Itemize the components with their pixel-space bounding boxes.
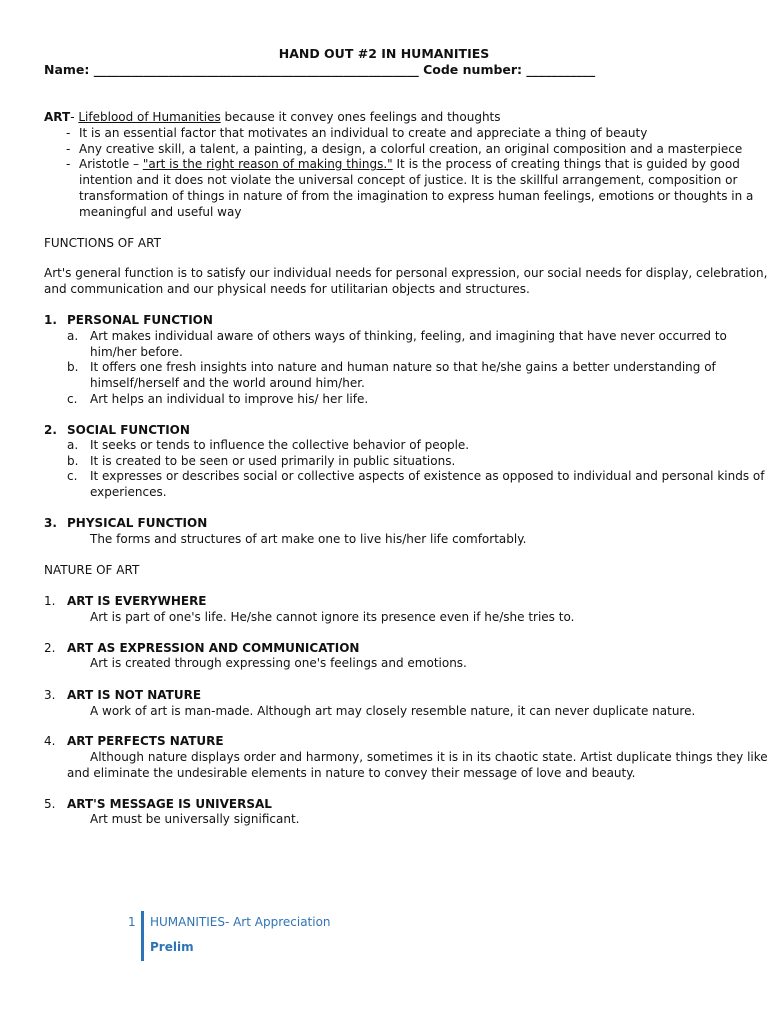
nature-item-heading: ART'S MESSAGE IS UNIVERSAL [67, 797, 272, 811]
nature-item-heading: ART PERFECTS NATURE [67, 734, 224, 748]
social-letter: b. [67, 454, 79, 468]
social-letter: c. [67, 469, 78, 483]
art-intro-line [44, 110, 501, 125]
aristotle-line [79, 157, 740, 172]
social-item-line: experiences. [90, 485, 167, 499]
nature-number: 3. [44, 688, 56, 702]
art-bullet-dash: - [66, 157, 71, 171]
personal-item-line: Art helps an individual to improve his/ her life. [90, 392, 369, 406]
footer-accent-bar [141, 911, 144, 961]
social-item-line: It seeks or tends to influence the collective behavior of people. [90, 438, 470, 452]
art-dash: - [70, 110, 75, 124]
nature-number: 1. [44, 594, 56, 608]
nature-number: 2. [44, 641, 56, 655]
aristotle-quote: "art is the right reason of making things." [142, 157, 393, 171]
aristotle-continuation: transformation of things in nature of from the imagination to express human feelings, emotions or thoughts in a [79, 189, 754, 203]
social-heading: SOCIAL FUNCTION [67, 423, 190, 437]
personal-heading: PERSONAL FUNCTION [67, 313, 213, 327]
personal-item-line: him/her before. [90, 345, 183, 359]
name-code-line: Name: ____________________________________________________ Code number: ___________ [44, 62, 596, 77]
personal-letter: b. [67, 360, 79, 374]
aristotle-prefix: Aristotle – [79, 157, 143, 171]
personal-item-line: Art makes individual aware of others ways of thinking, feeling, and imagining that have never occurred to [90, 329, 727, 343]
social-item-line: It expresses or describes social or collective aspects of existence as opposed to individual and personal kinds of [90, 469, 765, 483]
art-intro-rest: because it convey ones feelings and thoughts [220, 110, 501, 124]
art-bullet-2: Any creative skill, a talent, a painting, a design, a colorful creation, an original composition and a masterpiece [79, 142, 743, 156]
personal-item-line: It offers one fresh insights into nature and human nature so that he/she gains a better understanding of [90, 360, 716, 374]
nature-number: 5. [44, 797, 56, 811]
aristotle-rest: It is the process of creating things that is guided by good [392, 157, 740, 171]
nature-item-heading: ART IS EVERYWHERE [67, 594, 207, 608]
footer-term: Prelim [150, 940, 194, 954]
nature-item-text: Art is created through expressing one's feelings and emotions. [90, 656, 467, 670]
nature-number: 4. [44, 734, 56, 748]
nature-item-text: A work of art is man-made. Although art may closely resemble nature, it can never duplicate nature. [90, 704, 696, 718]
nature-item-heading: ART IS NOT NATURE [67, 688, 202, 702]
functions-paragraph-line: and communication and our physical needs for utilitarian objects and structures. [44, 282, 530, 296]
functions-heading: FUNCTIONS OF ART [44, 236, 161, 250]
physical-text: The forms and structures of art make one to live his/her life comfortably. [90, 532, 527, 546]
personal-item-line: himself/herself and the world around him/her. [90, 376, 365, 390]
art-bullet-dash: - [66, 126, 71, 140]
art-label: ART [44, 110, 71, 124]
social-number: 2. [44, 423, 57, 437]
aristotle-continuation: intention and it does not violate the universal concept of justice. It is the skillful arrangement, composition or [79, 173, 738, 187]
personal-letter: c. [67, 392, 78, 406]
art-bullet-1: It is an essential factor that motivates an individual to create and appreciate a thing of beauty [79, 126, 648, 140]
nature-item-text: Art is part of one's life. He/she cannot ignore its presence even if he/she tries to. [90, 610, 575, 624]
physical-number: 3. [44, 516, 57, 530]
social-letter: a. [67, 438, 79, 452]
lifeblood-text: Lifeblood of Humanities [78, 110, 221, 124]
nature-item-heading: ART AS EXPRESSION AND COMMUNICATION [67, 641, 360, 655]
page-number: 1 [128, 915, 136, 929]
document-title: HAND OUT #2 IN HUMANITIES [278, 46, 490, 61]
nature-item-text: Art must be universally significant. [90, 812, 300, 826]
social-item-line: It is created to be seen or used primarily in public situations. [90, 454, 456, 468]
personal-letter: a. [67, 329, 79, 343]
nature-item-text: and eliminate the undesirable elements in nature to convey their message of love and beauty. [67, 766, 636, 780]
personal-number: 1. [44, 313, 57, 327]
footer-course: HUMANITIES- Art Appreciation [150, 915, 331, 929]
art-bullet-dash: - [66, 142, 71, 156]
aristotle-continuation: meaningful and useful way [79, 205, 242, 219]
functions-paragraph-line: Art's general function is to satisfy our individual needs for personal expression, our social needs for display, celebration, [44, 266, 768, 280]
physical-heading: PHYSICAL FUNCTION [67, 516, 208, 530]
nature-item-text: Although nature displays order and harmony, sometimes it is in its chaotic state. Artist duplicate things they like [90, 750, 768, 764]
nature-heading: NATURE OF ART [44, 563, 140, 577]
